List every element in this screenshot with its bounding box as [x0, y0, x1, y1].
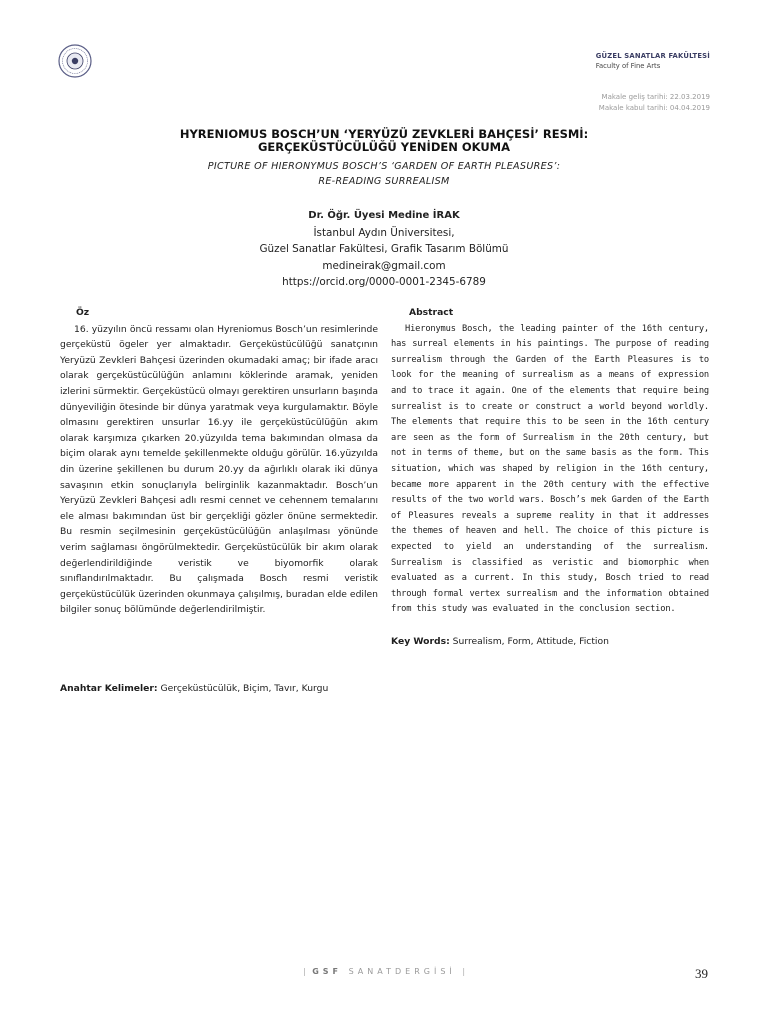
- anahtar-kelimeler-label: Anahtar Kelimeler:: [60, 683, 158, 694]
- abstract-column: [391, 305, 709, 649]
- anahtar-kelimeler: [60, 683, 328, 694]
- footer-gsf: GSF: [312, 967, 343, 976]
- faculty-name-en: Faculty of Fine Arts: [595, 62, 661, 70]
- key-words-values: Surrealism, Form, Attitude, Fiction: [452, 635, 609, 647]
- key-words-label: Key Words:: [391, 635, 450, 647]
- author-department: Güzel Sanatlar Fakültesi, Grafik Tasarım Bölümü: [259, 243, 509, 255]
- anahtar-kelimeler-values: Gerçeküstücülük, Biçim, Tavır, Kurgu: [160, 683, 329, 694]
- footer-bar-left: |: [302, 967, 306, 976]
- author-name: Dr. Öğr. Üyesi Medine İRAK: [308, 210, 460, 221]
- footer-bar-right: |: [462, 967, 466, 976]
- article-title: [0, 128, 768, 189]
- oz-column: [60, 305, 378, 618]
- oz-heading: Öz: [76, 307, 90, 318]
- page-number: 39: [695, 966, 708, 981]
- author-email: medineirak@gmail.com: [322, 259, 446, 272]
- title-en-line1: PICTURE OF HIERONYMUS BOSCH’S ‘GARDEN OF EARTH PLEASURES’:: [207, 161, 561, 172]
- university-seal-logo: [58, 44, 92, 78]
- faculty-name-tr: GÜZEL SANATLAR FAKÜLTESİ: [595, 52, 710, 60]
- author-university: İstanbul Aydın Üniversitesi,: [313, 226, 455, 239]
- accepted-date: Makale kabul tarihi: 04.04.2019: [598, 104, 710, 112]
- abstract-text: Hieronymus Bosch, the leading painter of the 16th century, has surreal elements in his paintings. The purpose of reading surrealism through the Garden of the Earth Pleasures is to look for the meaning of surrealism as a means of expression and to trace it again. One of the elements that require being surrealist is to create or construct a world beyond worldly. The elements that require this to be seen in the 16th century are seen as the form of Surrealism in the 20th century, but not in terms of theme, but on the same basis as the form. This situation, which was shaped by religion in the 16th century, became more apparent in the 20th century with the effective results of the two world wars. Bosch’s mek Garden of the Earth of Pleasures reveals a supreme reality in that it addresses the themes of heaven and hell. The choice of this picture is expected to yield an understanding of the surrealism. Surrealism is classified as veristic and biomorphic when evaluated as a current. In this study, Bosch tried to read through formal vertex surrealism and the information obtained from this study was evaluated in the conclusion section.: [391, 323, 709, 615]
- faculty-header: [596, 52, 710, 70]
- author-orcid: https://orcid.org/0000-0001-2345-6789: [282, 276, 486, 288]
- title-en: [0, 159, 768, 189]
- title-tr-line2: GERÇEKÜSTÜCÜLÜĞÜ YENİDEN OKUMA: [257, 140, 511, 154]
- received-date: Makale geliş tarihi: 22.03.2019: [601, 93, 710, 101]
- title-tr-line1: HYRENIOMUS BOSCH’UN ‘YERYÜZÜ ZEVKLERİ BAHÇESİ’ RESMİ:: [179, 127, 589, 141]
- title-en-line2: RE-READING SURREALISM: [318, 176, 450, 187]
- article-dates: [599, 92, 710, 114]
- footer-journal: SANATDERGİSİ: [348, 967, 456, 976]
- journal-footer: [0, 967, 768, 976]
- abstract-heading: Abstract: [409, 307, 454, 318]
- key-words: [391, 634, 709, 650]
- oz-text: 16. yüzyılın öncü ressamı olan Hyreniomus Bosch’un resimlerinde gerçeküstü ögeler yer almaktadır. Gerçeküstücülüğü sanatçının Yeryüzü Zevkleri Bahçesi üzerinden okumadaki amaç; bir ifade aracı olarak gerçeküstücülüğün anlamını köklerinde aramak, yeniden izlerini sürmektir. Gerçeküstücü olmayı gerektiren unsurların başında dünyeviliğin ötesinde bir dünya yaratmak veya kurgulamaktır. Böyle olmasını gerektiren unsurlar 16.yy ile gerçeküstücülüğün akım olarak karşımıza çıkarken 20.yüzyılda tema bakımından olmasa da biçim olarak aynı temelde şekillenmekte olduğu görülür. 16.yüzyılda din üzerine şekillenen bu durum 20.yy da ağırlıklı olarak iki dünya savaşının etkin sonuçlarıyla belirginlik kazanmaktadır. Bosch’un Yeryüzü Zevkleri Bahçesi adlı resmi cennet ve cehennem temalarını ele alması bakımından üst bir gerçekliği gözler önüne sermektedir. Bu resmin seçilmesinin gerçeküstücülüğün anlaşılması yönünde verim sağlaması öngörülmektedir. Gerçeküstücülük bir akım olarak değerlendirildiğinde veristik ve biyomorfik olarak sınıflandırılmaktadır. Bu çalışmada Bosch resmi veristik gerçeküstücülük üzerinden okunmaya çalışılmış, buradan elde edilen bilgiler sonuç bölümünde değerlendirilmiştir.: [60, 323, 378, 616]
- author-info: [0, 208, 768, 291]
